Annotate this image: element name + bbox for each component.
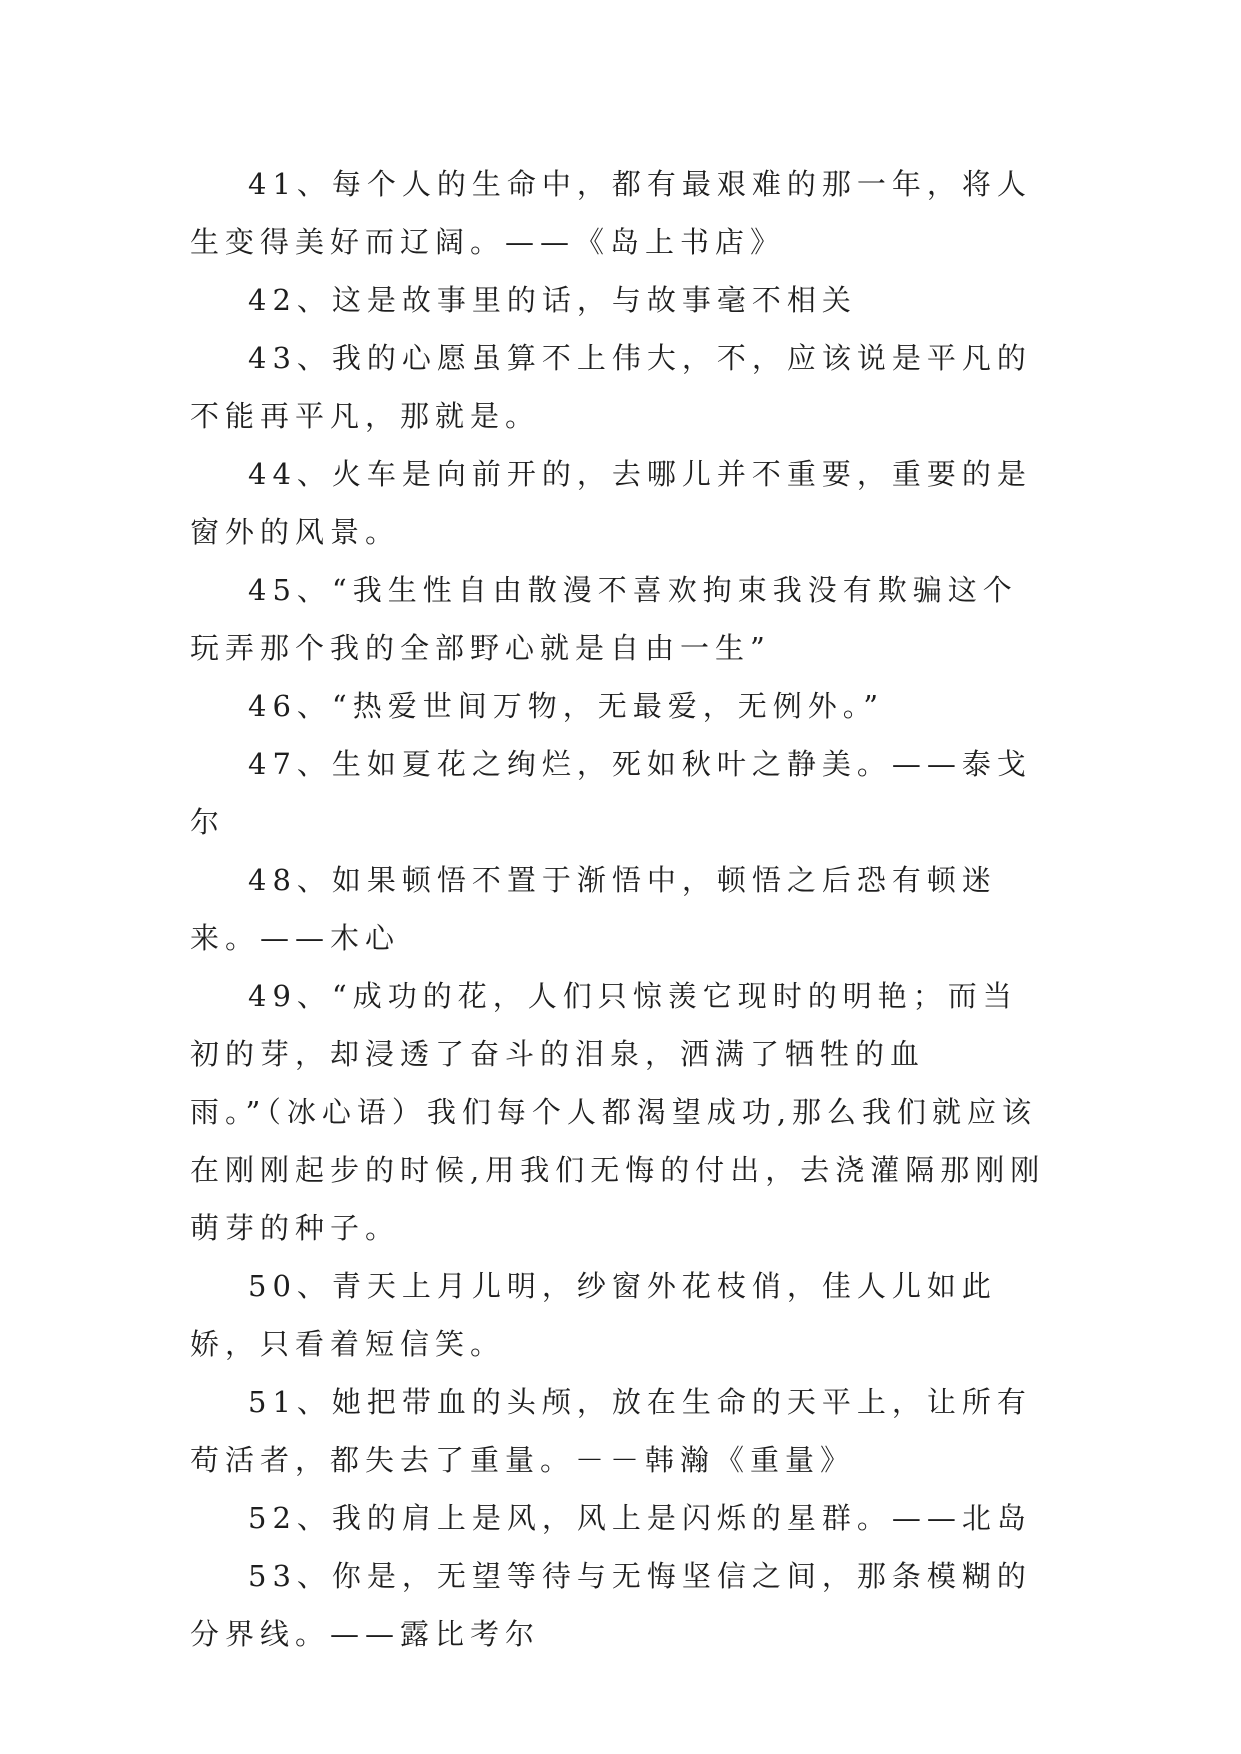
paragraph-47: 47、生如夏花之绚烂，死如秋叶之静美。——泰戈尔 (190, 747, 1032, 839)
paragraph-45: 45、“我生性自由散漫不喜欢拘束我没有欺骗这个玩弄那个我的全部野心就是自由一生” (190, 573, 1018, 665)
document-body (190, 155, 1050, 1663)
paragraph-49: 49、“成功的花，人们只惊羡它现时的明艳；而当初的芽，却浸透了奋斗的泪泉，洒满了牺牲的血雨。”（冰心语）我们每个人都渴望成功,那么我们就应该在刚刚起步的时候,用我们无悔的付出，去浇灌隔那刚刚萌芽的种子。 (190, 979, 1046, 1245)
paragraph-41: 41、每个人的生命中，都有最艰难的那一年，将人生变得美好而辽阔。——《岛上书店》 (190, 167, 1032, 259)
paragraph-53: 53、你是，无望等待与无悔坚信之间，那条模糊的分界线。——露比考尔 (190, 1559, 1032, 1651)
paragraph-42: 42、这是故事里的话，与故事毫不相关 (248, 283, 857, 317)
paragraph-51: 51、她把带血的头颅，放在生命的天平上，让所有苟活者，都失去了重量。－－韩瀚《重量》 (190, 1385, 1032, 1477)
paragraph-46: 46、“热爱世间万物，无最爱，无例外。” (248, 689, 885, 723)
paragraph-48: 48、如果顿悟不置于渐悟中，顿悟之后恐有顿迷来。——木心 (190, 863, 997, 955)
paragraph-52: 52、我的肩上是风，风上是闪烁的星群。——北岛 (248, 1501, 1032, 1535)
paragraph-50: 50、青天上月儿明，纱窗外花枝俏，佳人儿如此娇，只看着短信笑。 (190, 1269, 997, 1361)
paragraph-44: 44、火车是向前开的，去哪儿并不重要，重要的是窗外的风景。 (190, 457, 1032, 549)
paragraph-43: 43、我的心愿虽算不上伟大，不，应该说是平凡的不能再平凡，那就是。 (190, 341, 1032, 433)
